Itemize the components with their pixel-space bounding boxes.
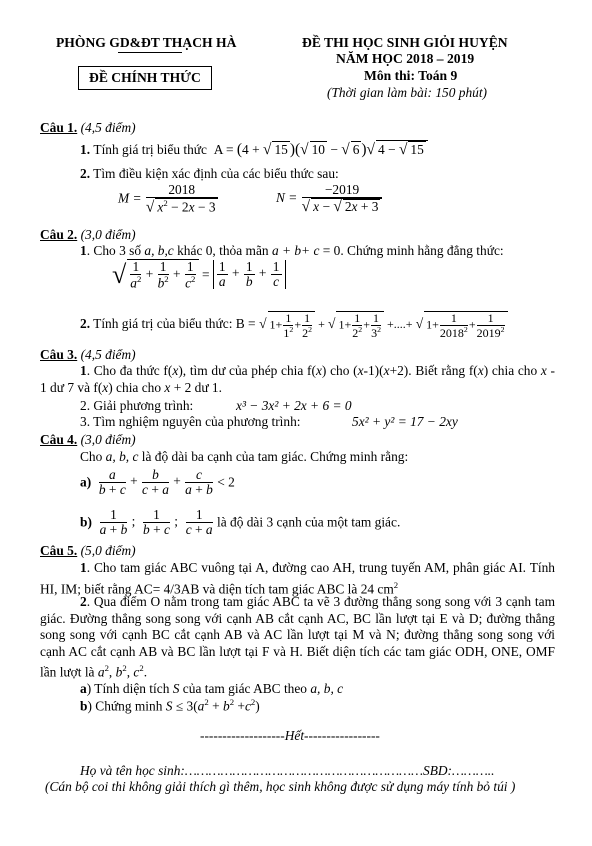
q2-heading (40, 227, 136, 243)
q4-intro: Cho a, b, c là độ dài ba cạnh của tam giác. Chứng minh rằng: (80, 449, 409, 464)
q4-part-a: a) $\frac{a}{b + c}$ + $\frac{b}{c + a}$ + $\frac{c}{a + b}$ < 2 (80, 467, 235, 498)
q1-part1 (80, 140, 428, 159)
q3-equation-2: 5x² + y² = 17 − 2xy (352, 414, 458, 429)
student-info-line: Họ và tên học sinh:……………………………………………………SBD:……….. (80, 763, 495, 778)
school-year: NĂM HỌC 2018 – 2019 (336, 51, 475, 66)
exam-title: ĐỀ THI HỌC SINH GIỎI HUYỆN (302, 35, 508, 50)
q1-part1-text: Tính giá trị biểu thức A = (90, 142, 237, 157)
proctor-note: (Cán bộ coi thi không giải thích gì thêm, học sinh không được sử dụng máy tính bỏ túi ) (45, 779, 516, 794)
q5-part-b: b) Chứng minh $S \le 3(a^2 + b^2 +c^2)$ (80, 697, 260, 714)
q5-part1: 1. Cho tam giác ABC vuông tại A, đường cao AH, trung tuyến AM, phân giác AI. Tính HI, IM; biết rằng AC= 4/3AB và diện tích tam giác ABC là 24 $cm^2$ (40, 560, 555, 596)
q3-title: Câu 3. (40, 347, 78, 362)
q3-part2: 2. Giải phương trình: (80, 398, 194, 413)
q2-B-expression: √ 1+ $\frac{1}{1^2}$ + $\frac{1}{2^2}$ + √ 1+ $\frac{1}{2^2}$ + $\frac{1}{3^2}$ +....+ √ 1+ $\frac{1}{2018^2}$ + $\frac{1}{2019^2}$ (259, 317, 508, 331)
N-numerator: −2019 (302, 183, 383, 198)
q5-part-a: a) Tính diện tích S của tam giác ABC theo a, b, c (80, 681, 344, 696)
q1-expression-M: M = $\frac{2018}{√ x^2 - 2x - 3}$ (118, 182, 216, 216)
q5-points: (5,0 điểm) (80, 543, 136, 558)
q3-heading (40, 347, 136, 363)
q2-points: (3,0 điểm) (80, 227, 136, 242)
q2-title: Câu 2. (40, 227, 78, 242)
duration: (Thời gian làm bài: 150 phút) (327, 85, 488, 100)
q5-part2: 2. Qua điểm O nằm trong tam giác ABC ta vẽ 3 đường thẳng song song với 3 cạnh tam giác. Đường thẳng song song với cạnh AB cắt cạnh AC, BC lần lượt tại E và D; đường thẳng song song với cạnh BC cắt cạnh AB và AC lần lượt tại M và N; đường thẳng song song với cạnh AC cắt cạnh AB và BC lần lượt tại F và H. Biết diện tích các tam giác ODH, ONE, OMF lần lượt là $a^2$, $b^2$, $c^2$. (40, 594, 555, 680)
q1-heading (40, 120, 136, 136)
q4-heading (40, 432, 136, 448)
department-name: PHÒNG GD&ĐT THẠCH HÀ (56, 35, 237, 50)
q2-part1: 1. Cho 3 số a, b,c khác 0, thỏa mãn a + b+ c = 0. Chứng minh hằng đẳng thức: (80, 243, 504, 258)
subject: Môn thi: Toán 9 (364, 68, 458, 83)
q4-part-b: b) $\frac{1}{a + b}$ ; $\frac{1}{b + c}$ ; $\frac{1}{c + a}$ là độ dài 3 cạnh của một tam giác. (80, 507, 401, 538)
q4-points: (3,0 điểm) (80, 432, 136, 447)
q1-points: (4,5 điểm) (80, 120, 136, 135)
q1-title: Câu 1. (40, 120, 78, 135)
q3-equation-1: x³ − 3x² + 2x + 6 = 0 (236, 398, 352, 413)
q5-heading (40, 543, 136, 559)
q3-part3: 3. Tìm nghiệm nguyên của phương trình: (80, 414, 301, 429)
q2-part2: 2. Tính giá trị của biểu thức: B = √ 1+ $\frac{1}{1^2}$ + $\frac{1}{2^2}$ + √ 1+ $\frac{1}{2^2}$ + $\frac{1}{3^2}$ +....+ √ 1+ $\frac{1}{2018^2}$ + $\frac{1}{2019^2}$ (80, 311, 508, 339)
q1-part1-number: 1. (80, 142, 91, 157)
q2-identity: √ $\frac{1}{a^2}$ + $\frac{1}{b^2}$ + $\frac{1}{c^2}$ = $\frac{1}{a}$ + $\frac{1}{b}$ + $\frac{1}{c}$ (112, 259, 286, 291)
q1-part2: 2. Tìm điều kiện xác định của các biểu thức sau: (80, 166, 339, 181)
M-numerator: 2018 (146, 183, 218, 198)
q5-title: Câu 5. (40, 543, 78, 558)
q1-expression-N: N = $\frac{-2019}{√ x - √ 2x + 3}$ (276, 183, 383, 215)
q1-expression: (4 + √ 15 )(√ 10 − √ 6 )√ 4 − √ 15 (237, 142, 428, 157)
end-marker: -------------------Hết----------------- (200, 728, 380, 743)
official-label: ĐỀ CHÍNH THỨC (78, 66, 212, 90)
department-underline (118, 52, 182, 53)
q3-part1: 1. Cho đa thức f(x), tìm dư của phép chia f(x) cho (x-1)(x+2). Biết rằng f(x) chia cho x - 1 dư 7 và f(x) chia cho x + 2 dư 1. (40, 363, 556, 395)
q4-title: Câu 4. (40, 432, 78, 447)
q3-points: (4,5 điểm) (80, 347, 136, 362)
